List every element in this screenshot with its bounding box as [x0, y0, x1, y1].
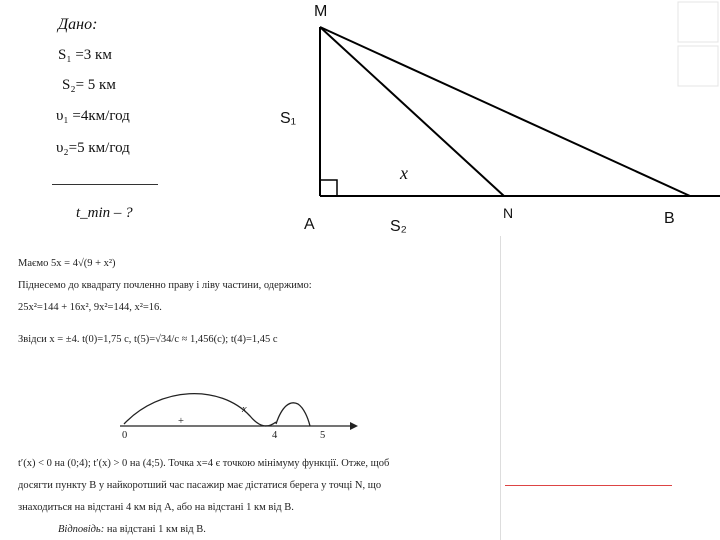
point-M-label: M	[314, 3, 328, 20]
triangle-diagram	[0, 0, 720, 240]
solution-line-4: Звідси x = ±4. t(0)=1,75 c, t(5)=√34/c ≈ 1,456(c); t(4)=1,45 c	[18, 334, 278, 345]
point-N-label: N	[503, 205, 514, 221]
solution-line-1: Маємо 5x = 4√(9 + x²)	[18, 258, 116, 269]
graph-tick-4: 4	[272, 430, 278, 441]
answer-line	[58, 524, 206, 535]
answer-label: Відповідь:	[58, 524, 105, 535]
S2-label: S₂	[390, 218, 407, 235]
graph-sign-plus: +	[178, 416, 184, 427]
segment-MN	[320, 27, 504, 196]
x-label: x	[400, 163, 408, 183]
point-B-label: B	[664, 210, 675, 227]
red-underline	[505, 485, 672, 486]
given-s1: S₁ =3 км	[58, 47, 112, 63]
given-s2: S₂= 5 км	[62, 77, 116, 93]
right-angle-mark	[320, 180, 337, 196]
given-v2: υ₂=5 км/год	[56, 140, 130, 156]
given-title: Дано:	[58, 16, 98, 33]
segment-MB	[320, 27, 690, 196]
solution-line-2: Піднесемо до квадрату почленно праву і ліву частини, одержимо:	[18, 280, 312, 291]
graph-axis-x: x	[242, 404, 247, 415]
graph-tick-5: 5	[320, 430, 326, 441]
given-v1: υ₁ =4км/год	[56, 108, 130, 124]
solution-line-7: знаходиться на відстані 4 км від А, або на відстані 1 км від В.	[18, 502, 294, 513]
solution-line-3: 25x²=144 + 16x², 9x²=144, x²=16.	[18, 302, 162, 313]
given-find: t_min – ?	[76, 205, 133, 221]
graph-tick-0: 0	[122, 430, 128, 441]
solution-line-6: досягти пункту В у найкоротший час пасажир має дістатися берега у точці N, що	[18, 480, 382, 491]
solution-scan	[0, 236, 501, 540]
solution-line-5: t′(x) < 0 на (0;4); t′(x) > 0 на (4;5). Точка x=4 є точкою мінімуму функції. Отже, щоб	[18, 458, 390, 469]
S1-label: S₁	[280, 110, 297, 127]
point-A-label: A	[304, 216, 315, 233]
answer-text: на відстані 1 км від В.	[104, 524, 206, 535]
